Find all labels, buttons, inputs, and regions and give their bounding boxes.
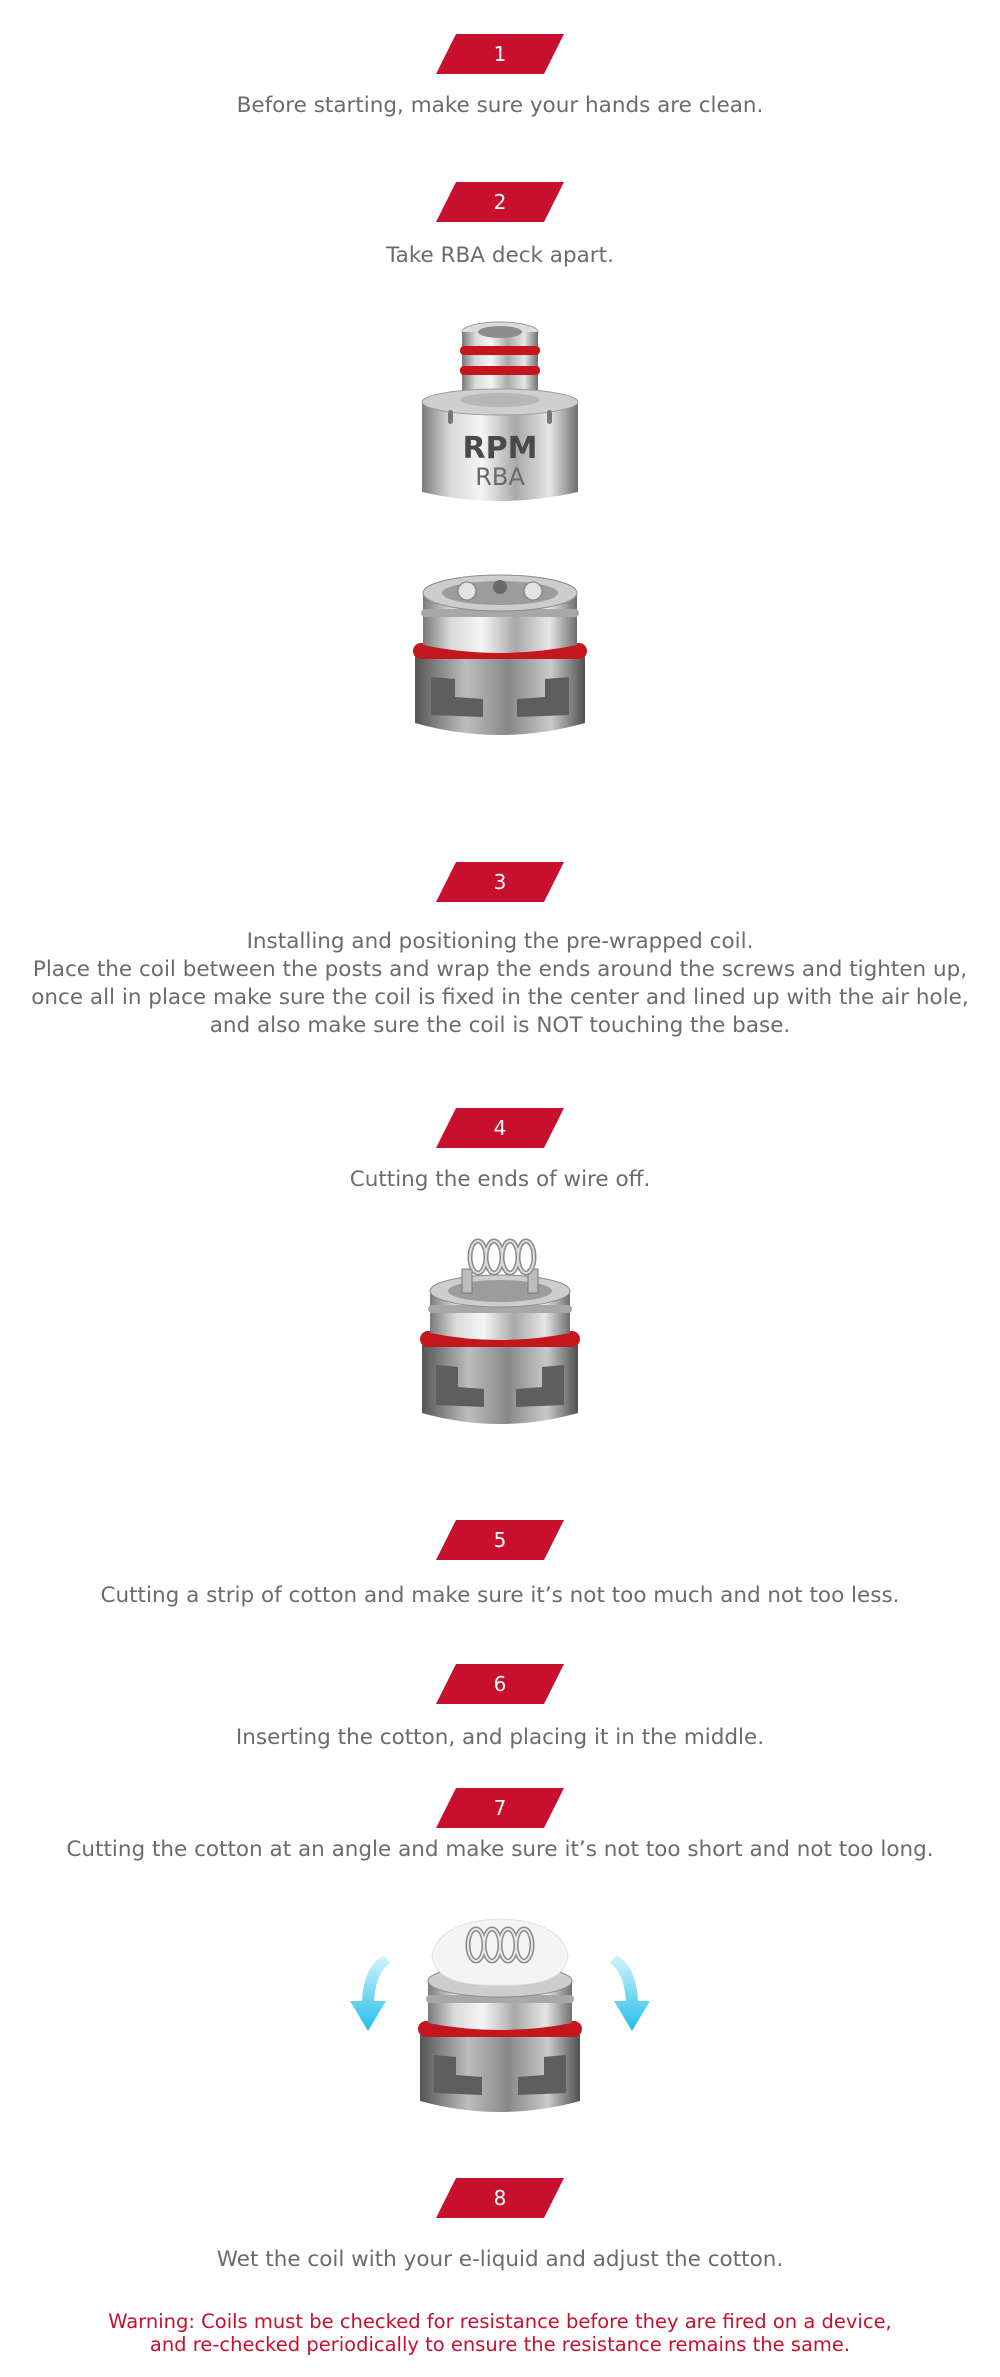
step-5-text [20, 1582, 980, 1610]
step-6-line: Inserting the cotton, and placing it in the middle. [235, 1725, 765, 1750]
step-2-line: Take RBA deck apart. [386, 243, 614, 268]
step-3-line-2: Place the coil between the posts and wrap the ends around the screws and tighten up, [32, 957, 968, 982]
step-7-line: Cutting the cotton at an angle and make sure it’s not too short and not too long. [66, 1837, 934, 1862]
step-6-badge [436, 1664, 564, 1704]
step-4-number: 4 [493, 1116, 507, 1140]
step-4-badge [436, 1108, 564, 1148]
rba-brand-label: RPM [462, 431, 538, 466]
step-8-line: Wet the coil with your e-liquid and adjust the cotton. [216, 2247, 784, 2272]
step-1-line: Before starting, make sure your hands are clean. [236, 93, 764, 118]
step-3-number: 3 [493, 870, 507, 894]
step-8-number: 8 [493, 2186, 507, 2210]
step-3-line-1: Installing and positioning the pre-wrapped coil. [246, 929, 754, 954]
step-1-badge [436, 34, 564, 74]
step-3-line-4: and also make sure the coil is NOT touching the base. [209, 1013, 791, 1038]
step-5-line: Cutting a strip of cotton and make sure it’s not too much and not too less. [100, 1583, 900, 1608]
step-3-text [20, 928, 980, 1040]
step-2-number: 2 [493, 190, 507, 214]
step-7-badge [436, 1788, 564, 1828]
warning-line-2: and re-checked periodically to ensure the resistance remains the same. [149, 2333, 851, 2356]
arrow-right-icon [610, 1955, 650, 2031]
step-4-text [20, 1166, 980, 1194]
step-5-number: 5 [493, 1528, 507, 1552]
step-8-badge [436, 2178, 564, 2218]
step-5-badge [436, 1520, 564, 1560]
arrow-left-icon [350, 1955, 390, 2031]
step-2-text [20, 242, 980, 270]
coil-deck-illustration [410, 1235, 590, 1435]
warning-text [20, 2310, 980, 2356]
rba-model-label: RBA [475, 463, 525, 491]
step-7-text [20, 1836, 980, 1864]
step-1-text [20, 92, 980, 120]
step-7-number: 7 [493, 1796, 507, 1820]
step-4-line: Cutting the ends of wire off. [349, 1167, 651, 1192]
cotton-deck-illustration [340, 1915, 660, 2125]
step-8-text [20, 2246, 980, 2274]
step-2-badge [436, 182, 564, 222]
rba-cap-illustration [410, 310, 590, 515]
step-6-number: 6 [493, 1672, 507, 1696]
warning-line-1: Warning: Coils must be checked for resistance before they are fired on a device, [108, 2310, 892, 2333]
step-3-line-3: once all in place make sure the coil is fixed in the center and lined up with the air hole, [31, 985, 969, 1010]
rba-deck-illustration [405, 565, 595, 745]
step-1-number: 1 [493, 42, 507, 66]
step-6-text [20, 1724, 980, 1752]
step-3-badge [436, 862, 564, 902]
